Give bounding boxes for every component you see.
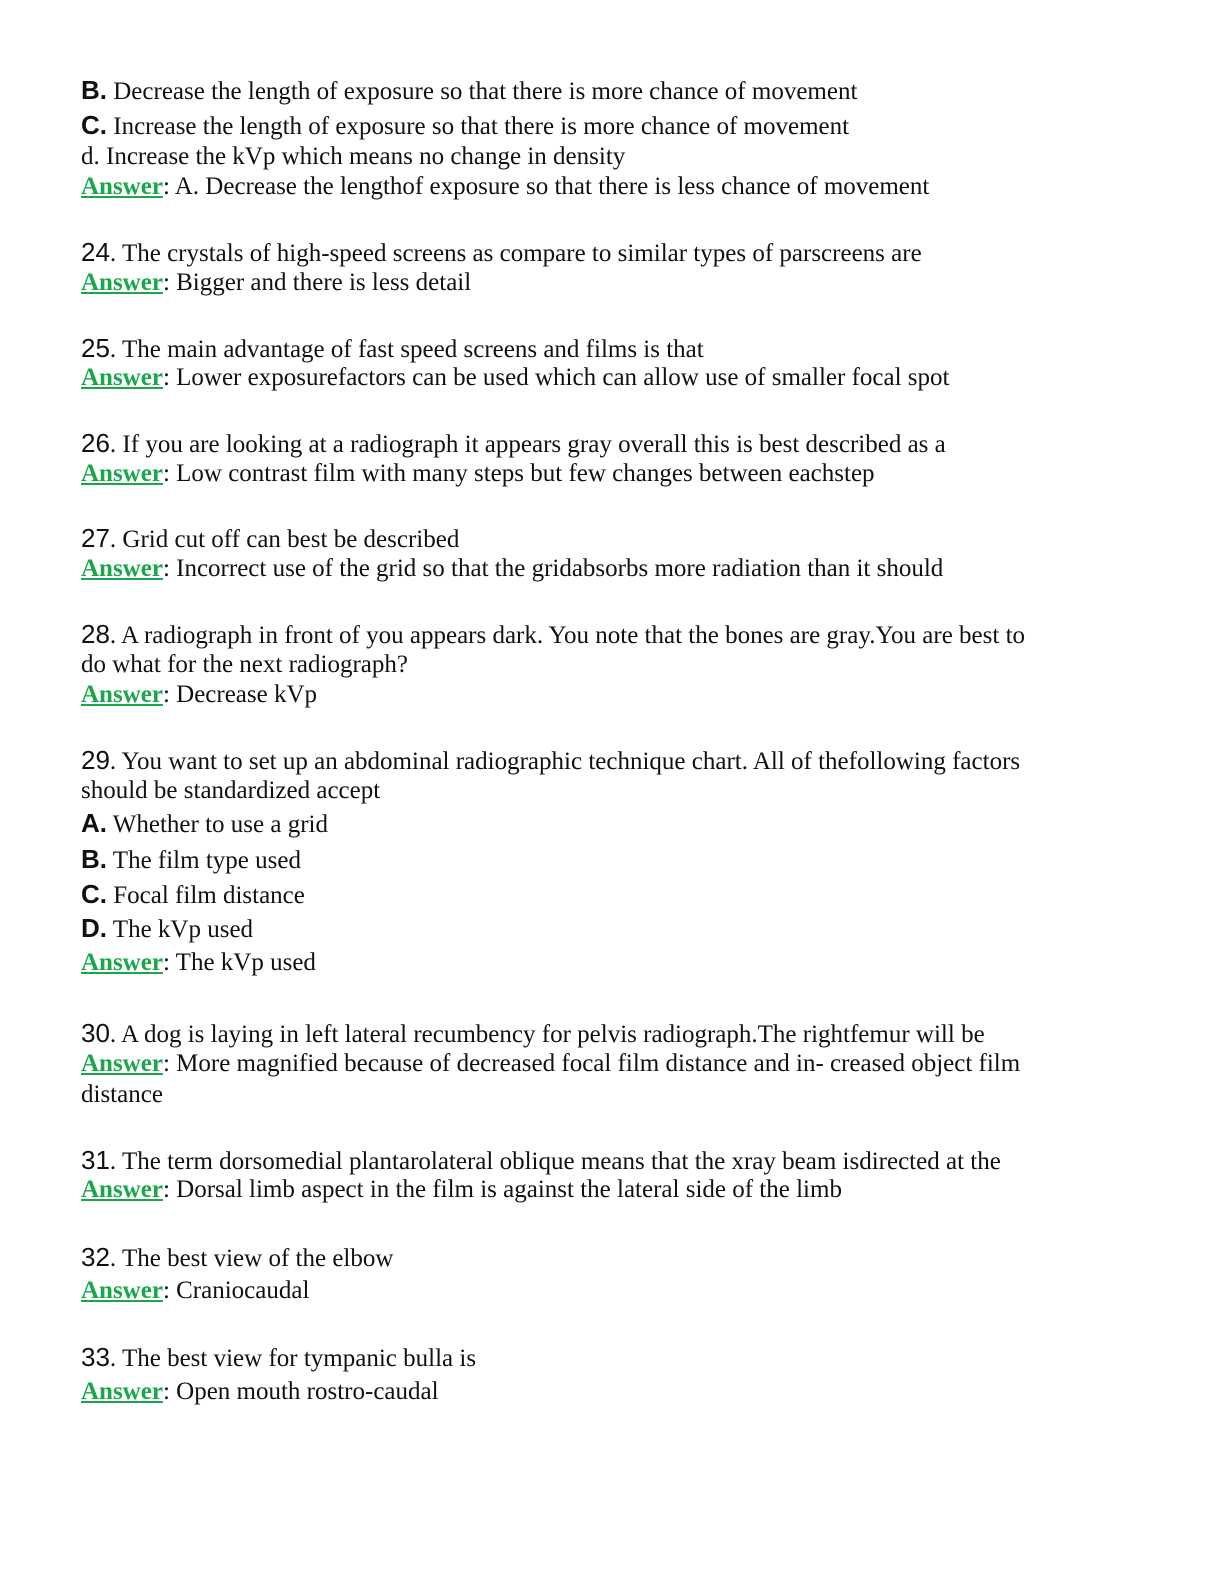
option-text: The film type used xyxy=(107,847,301,874)
answer-link[interactable]: Answer xyxy=(81,949,163,976)
question-number: 30 xyxy=(81,1018,110,1048)
answer-text: : Bigger and there is less detail xyxy=(162,269,472,296)
answer-text: : More magnified because of decreased focal film distance and in- creased object film xyxy=(162,1050,1021,1077)
answer-line xyxy=(81,1080,163,1110)
question-text: . The main advantage of fast speed screens and films is that xyxy=(109,336,704,363)
question-text: . Grid cut off can best be described xyxy=(109,526,460,553)
question-line xyxy=(81,745,1020,777)
question-line xyxy=(81,1342,476,1374)
answer-line xyxy=(81,680,317,710)
answer-link[interactable]: Answer xyxy=(81,681,163,708)
answer-line xyxy=(81,1377,439,1407)
question-line xyxy=(81,237,922,269)
answer-text: : A. Decrease the lengthof exposure so that there is less chance of movement xyxy=(162,173,930,200)
answer-link[interactable]: Answer xyxy=(81,269,163,296)
option-text: Focal film distance xyxy=(107,882,305,909)
option-letter: C. xyxy=(81,110,107,140)
answer-text: : Craniocaudal xyxy=(162,1277,310,1304)
question-number: 27 xyxy=(81,523,110,553)
answer-line xyxy=(81,554,943,584)
answer-link[interactable]: Answer xyxy=(81,1277,163,1304)
question-text: . You want to set up an abdominal radiographic technique chart. All of thefollowing factors xyxy=(109,748,1021,775)
option-text: Whether to use a grid xyxy=(107,811,328,838)
question-number: 28 xyxy=(81,619,110,649)
question-text: . If you are looking at a radiograph it appears gray overall this is best described as a xyxy=(109,431,946,458)
option-text: The kVp used xyxy=(107,916,254,943)
answer-line xyxy=(81,948,316,978)
question-number: 26 xyxy=(81,428,110,458)
option-line xyxy=(81,879,305,911)
question-line xyxy=(81,1145,1001,1177)
answer-text: : Low contrast film with many steps but few changes between eachstep xyxy=(162,460,875,487)
answer-link[interactable]: Answer xyxy=(81,1050,163,1077)
answer-line xyxy=(81,1276,309,1306)
answer-line xyxy=(81,1049,1020,1079)
question-line xyxy=(81,428,946,460)
option-line xyxy=(81,75,857,107)
question-text: . The term dorsomedial plantarolateral oblique means that the xray beam isdirected at the xyxy=(109,1148,1001,1175)
answer-line xyxy=(81,268,471,298)
option-text: d. Increase the kVp which means no change in density xyxy=(81,143,626,170)
question-number: 32 xyxy=(81,1242,110,1272)
answer-text: : Decrease kVp xyxy=(162,681,318,708)
answer-text: : Dorsal limb aspect in the film is against the lateral side of the limb xyxy=(162,1176,842,1203)
answer-link[interactable]: Answer xyxy=(81,555,163,582)
answer-link[interactable]: Answer xyxy=(81,1176,163,1203)
answer-link[interactable]: Answer xyxy=(81,364,163,391)
question-number: 29 xyxy=(81,745,110,775)
answer-text: : Lower exposurefactors can be used which can allow use of smaller focal spot xyxy=(162,364,950,391)
answer-link[interactable]: Answer xyxy=(81,173,163,200)
question-text: . A radiograph in front of you appears dark. You note that the bones are gray.You are best to xyxy=(109,622,1026,649)
question-number: 31 xyxy=(81,1145,110,1175)
option-letter: C. xyxy=(81,879,107,909)
option-line xyxy=(81,844,301,876)
question-text: . The best view of the elbow xyxy=(109,1245,394,1272)
question-line xyxy=(81,523,459,555)
answer-link[interactable]: Answer xyxy=(81,1378,163,1405)
question-line xyxy=(81,1242,393,1274)
answer-line xyxy=(81,459,875,489)
question-number: 24 xyxy=(81,237,110,267)
question-line xyxy=(81,776,380,806)
option-letter: B. xyxy=(81,75,107,105)
option-line xyxy=(81,110,849,142)
question-text: should be standardized accept xyxy=(81,777,381,804)
question-line xyxy=(81,650,408,680)
question-text: . The best view for tympanic bulla is xyxy=(109,1345,477,1372)
answer-text: : The kVp used xyxy=(162,949,316,976)
option-letter: D. xyxy=(81,913,107,943)
option-letter: A. xyxy=(81,808,107,838)
question-line xyxy=(81,619,1025,651)
answer-line xyxy=(81,1175,842,1205)
answer-text: distance xyxy=(81,1081,163,1108)
option-letter: B. xyxy=(81,844,107,874)
option-line xyxy=(81,913,253,945)
question-text: do what for the next radiograph? xyxy=(81,651,408,678)
question-line xyxy=(81,1018,985,1050)
option-text: Decrease the length of exposure so that there is more chance of movement xyxy=(107,78,858,105)
answer-text: : Incorrect use of the grid so that the gridabsorbs more radiation than it should xyxy=(162,555,944,582)
question-text: . The crystals of high-speed screens as compare to similar types of parscreens are xyxy=(109,240,922,267)
question-number: 25 xyxy=(81,333,110,363)
option-text: Increase the length of exposure so that there is more chance of movement xyxy=(107,113,850,140)
question-line xyxy=(81,333,704,365)
answer-line xyxy=(81,363,949,393)
question-text: . A dog is laying in left lateral recumbency for pelvis radiograph.The rightfemur will be xyxy=(109,1021,985,1048)
question-number: 33 xyxy=(81,1342,110,1372)
option-line xyxy=(81,142,625,172)
answer-line xyxy=(81,172,929,202)
option-line xyxy=(81,808,328,840)
answer-link[interactable]: Answer xyxy=(81,460,163,487)
answer-text: : Open mouth rostro-caudal xyxy=(162,1378,439,1405)
